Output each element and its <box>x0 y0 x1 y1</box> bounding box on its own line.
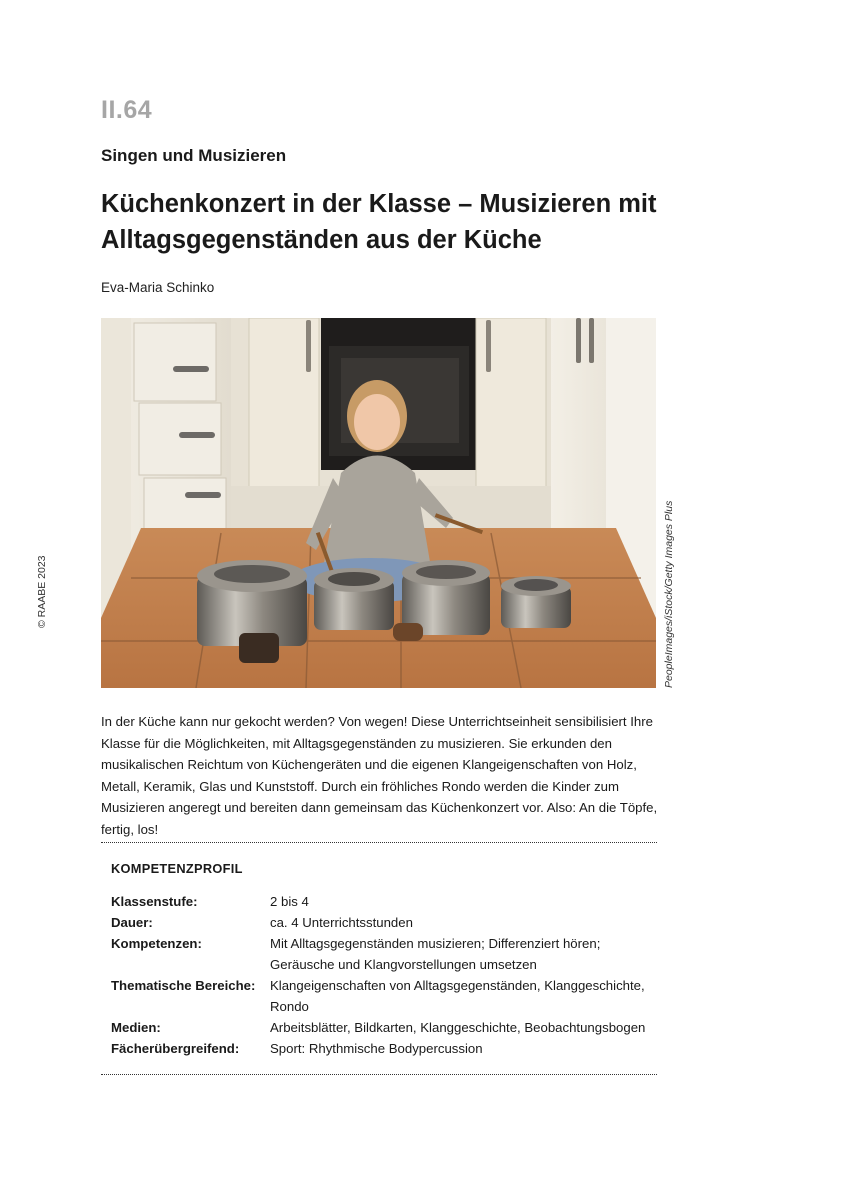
kitchen-photo <box>101 318 656 688</box>
competence-profile <box>111 891 651 1059</box>
profile-row-competences <box>111 933 651 975</box>
profile-label: Kompetenzen: <box>111 936 202 951</box>
dotted-divider-bottom <box>101 1074 657 1075</box>
profile-value: 2 bis 4 <box>270 894 309 909</box>
author-name: Eva-Maria Schinko <box>101 280 215 295</box>
intro-paragraph: In der Küche kann nur gekocht werden? Von wegen! Diese Unterrichtseinheit sensibilisiert Ihre Klasse für die Möglichkeiten, mit Alltagsgegenständen zu musizieren. Sie erkunden den musikalischen Reichtum von Küchengeräten und die eigenen Klangeigenschaften von Holz, Metall, Keramik, Glas und Kunststoff. Durch ein fröhliches Rondo werden die Kinder zum Musizieren angeregt und bereiten dann gemeinsam das Küchenkonzert vor. Also: An die Töpfe, fertig, los! <box>101 714 658 837</box>
profile-row-topics <box>111 975 651 1017</box>
profile-value: Klangeigenschaften von Alltagsgegenständen, Klanggeschichte, Rondo <box>270 978 645 1014</box>
profile-value: Sport: Rhythmische Bodypercussion <box>270 1041 483 1056</box>
profile-label: Klassenstufe: <box>111 894 198 909</box>
profile-heading: KOMPETENZPROFIL <box>111 861 243 876</box>
profile-value: Arbeitsblätter, Bildkarten, Klanggeschichte, Beobachtungsbogen <box>270 1020 646 1035</box>
profile-value: ca. 4 Unterrichtsstunden <box>270 915 413 930</box>
profile-row-duration <box>111 912 651 933</box>
profile-label: Dauer: <box>111 915 153 930</box>
profile-label: Medien: <box>111 1020 161 1035</box>
profile-value: Mit Alltagsgegenständen musizieren; Differenziert hören; Geräusche und Klangvorstellungen umsetzen <box>270 936 601 972</box>
dotted-divider-top <box>101 842 657 843</box>
profile-row-cross-curricular <box>111 1038 651 1059</box>
profile-row-media <box>111 1017 651 1038</box>
section-title: Singen und Musizieren <box>101 146 287 165</box>
copyright-notice: © RAABE 2023 <box>36 555 48 628</box>
page-title: Küchenkonzert in der Klasse – Musizieren mit Alltagsgegenständen aus der Küche <box>101 190 657 254</box>
profile-label: Fächerübergreifend: <box>111 1041 240 1056</box>
unit-code: II.64 <box>101 96 153 124</box>
profile-row-grade <box>111 891 651 912</box>
image-credit: PeopleImages/iStock/Getty Images Plus <box>663 500 675 688</box>
profile-label: Thematische Bereiche: <box>111 978 256 993</box>
